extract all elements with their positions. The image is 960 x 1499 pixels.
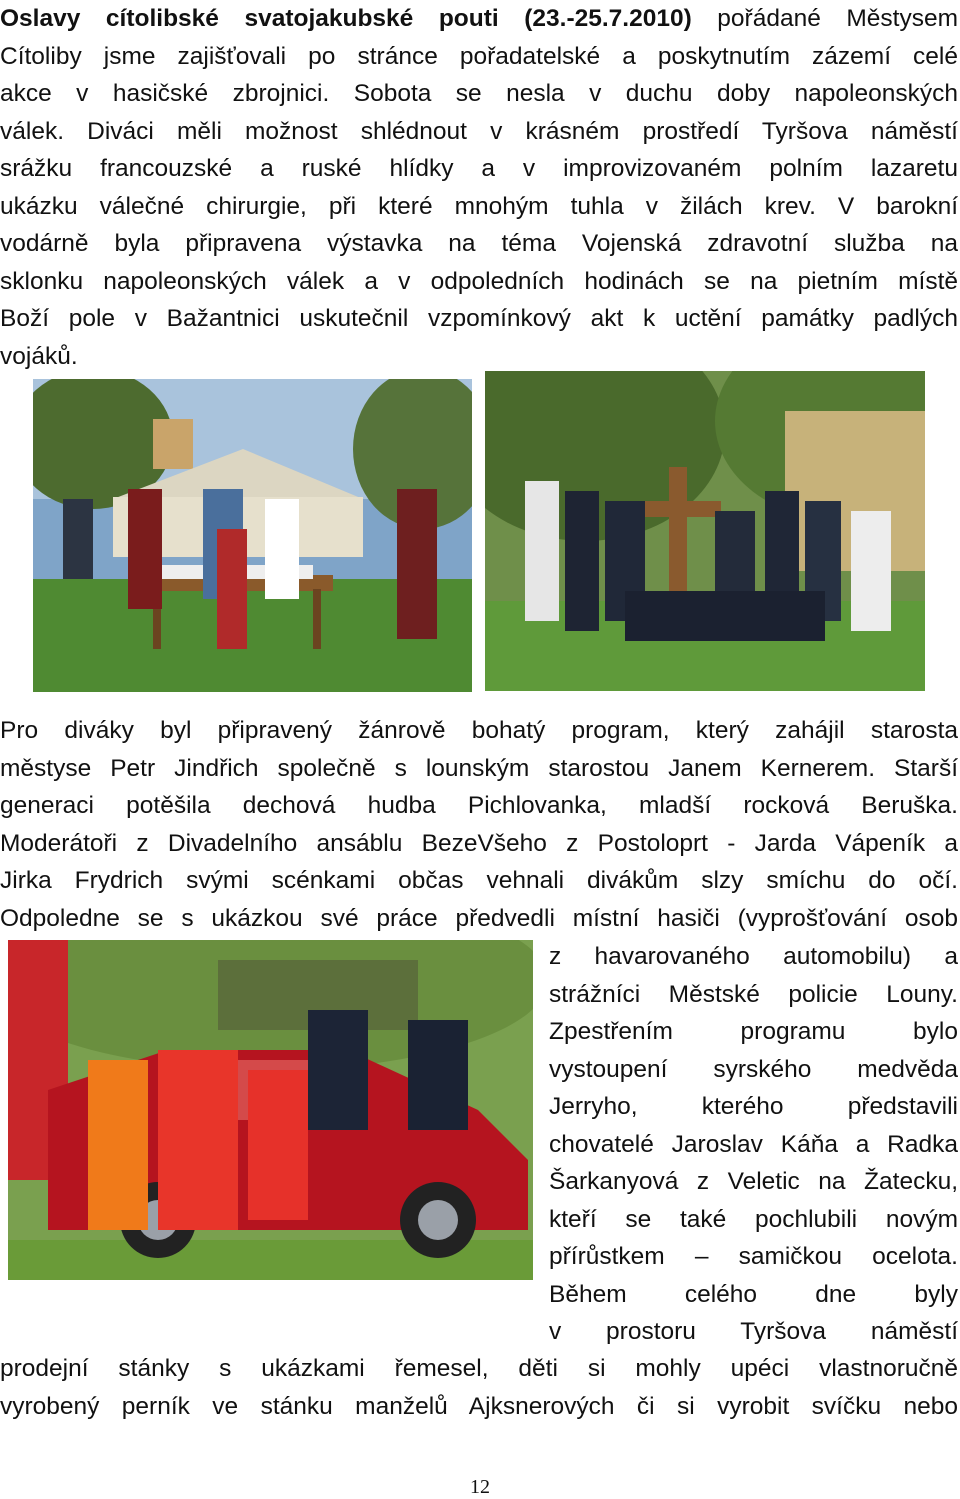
text-line: Jerryho, kterého představili — [549, 1093, 958, 1120]
text-line: přírůstkem – samičkou ocelota. — [549, 1243, 958, 1270]
text-line: prodejní stánky s ukázkami řemesel, děti si mohly upéci vlastnoručně — [0, 1355, 958, 1382]
text-line: Cítoliby jsme zajišťovali po stránce pořadatelské a poskytnutím zázemí celé — [0, 42, 958, 70]
text-line: vyrobený perník ve stánku manželů Ajksnerových či si vyrobit svíčku nebo — [0, 1392, 958, 1420]
side-paragraph — [549, 938, 958, 1351]
text-line: kteří se také pochlubili novým — [549, 1205, 958, 1233]
page-number: 12 — [470, 1476, 490, 1498]
paragraph-napoleonic-day — [0, 0, 958, 375]
text-line: ukázku válečné chirurgie, při které mnohým tuhla v žilách krev. V barokní — [0, 192, 958, 220]
text-line: z havarovaného automobilu) a — [549, 943, 958, 970]
text-line: Jirka Frydrich svými scénkami občas vehnali divákům slzy smíchu do očí. — [0, 867, 958, 894]
text-line: srážku francouzské a ruské hlídky a v improvizovaném polním lazaretu — [0, 155, 958, 182]
text-line: vodárně byla připravena výstavka na téma Vojenská zdravotní služba na — [0, 230, 958, 257]
text-line: Během celého dne byly — [549, 1280, 958, 1308]
text-line: městyse Petr Jindřich společně s lounským starostou Janem Kernerem. Starší — [0, 754, 958, 782]
photo-field-hospital — [33, 379, 472, 692]
text-line: Moderátoři z Divadelního ansáblu BezeVšeho z Postoloprt - Jarda Vápeník a — [0, 829, 958, 857]
text-line: strážníci Městské policie Louny. — [549, 980, 958, 1008]
text-line: chovatelé Jaroslav Káňa a Radka — [549, 1130, 958, 1158]
text-line: válek. Diváci měli možnost shlédnout v krásném prostředí Tyršova náměstí — [0, 117, 958, 145]
text-line: Odpoledne se s ukázkou své práce předvedli místní hasiči (vyprošťování osob — [0, 904, 958, 932]
paragraph-program — [0, 712, 958, 937]
text-line: Zpestřením programu bylo — [549, 1018, 958, 1045]
photo-firefighter-rescue — [8, 940, 533, 1280]
text-line: Oslavy cítolibské svatojakubské pouti (23.-25.7.2010) pořádané Městysem — [0, 5, 958, 32]
text-line: Boží pole v Bažantnici uskutečnil vzpomínkový akt k uctění památky padlých — [0, 305, 958, 332]
paragraph-stalls — [0, 1350, 958, 1425]
text-line: generaci potěšila dechová hudba Pichlovanka, mladší rocková Beruška. — [0, 792, 958, 819]
text-line: vojáků. — [0, 342, 78, 370]
text-line: v prostoru Tyršova náměstí — [549, 1318, 958, 1345]
text-line: Pro diváky byl připravený žánrově bohatý program, který zahájil starosta — [0, 717, 958, 744]
photo-soldiers-memorial — [485, 371, 925, 691]
article-heading: Oslavy cítolibské svatojakubské pouti (23.-25.7.2010) — [0, 5, 692, 32]
text-line: sklonku napoleonských válek a v odpoledních hodinách se na pietním místě — [0, 267, 958, 295]
text-line: akce v hasičské zbrojnici. Sobota se nesla v duchu doby napoleonských — [0, 80, 958, 107]
text-line: vystoupení syrského medvěda — [549, 1055, 958, 1083]
text-line: Šarkanyová z Veletic na Žatecku, — [549, 1168, 958, 1195]
